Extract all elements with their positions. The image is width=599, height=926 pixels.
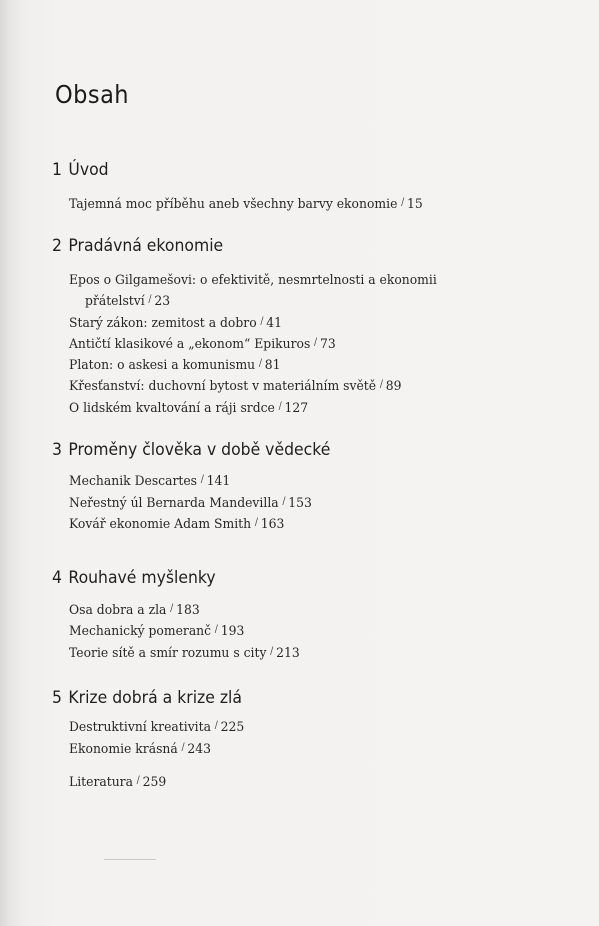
toc-entry-page: 73 [319, 337, 336, 352]
toc-entry [69, 316, 282, 331]
toc-entry-page: 243 [187, 742, 212, 757]
page-separator: / [170, 603, 174, 614]
toc-entry-text: přátelství [85, 294, 145, 309]
toc-entry-text: Neřestný úl Bernarda Mandevilla [69, 496, 279, 511]
faint-rule [104, 859, 156, 860]
toc-entry [69, 603, 200, 618]
toc-entry [69, 742, 211, 757]
toc-entry [69, 720, 244, 735]
toc-entry-text: Ekonomie krásná [69, 742, 178, 757]
toc-entry [69, 646, 300, 661]
chapter-number: 2 [52, 236, 62, 256]
toc-entry-text: Platon: o askesi a komunismu [69, 358, 256, 373]
toc-entry-page: 225 [220, 720, 245, 735]
page-title: Obsah [55, 80, 130, 109]
toc-entry [69, 775, 166, 790]
chapter-number: 3 [52, 440, 62, 460]
chapter-heading [52, 568, 216, 588]
page-separator: / [258, 358, 263, 369]
page-separator: / [181, 742, 185, 753]
toc-entry-page: 89 [385, 379, 402, 394]
toc-entry [69, 273, 437, 288]
toc-entry [69, 496, 312, 511]
toc-entry [69, 358, 281, 373]
chapter-title: Rouhavé myšlenky [68, 568, 216, 588]
toc-entry-text: Mechanik Descartes [69, 474, 198, 489]
toc-entry [69, 401, 308, 416]
toc-entry-page: 15 [407, 197, 423, 212]
page-separator: / [278, 401, 282, 412]
page-separator: / [214, 720, 218, 731]
toc-entry-continuation [85, 294, 170, 309]
toc-entry-page: 141 [206, 474, 231, 489]
toc-entry [69, 197, 423, 212]
page-separator: / [148, 294, 152, 305]
toc-entry-page: 163 [260, 517, 285, 532]
chapter-title: Úvod [68, 160, 109, 180]
toc-entry-text: Destruktivní kreativita [69, 720, 211, 735]
toc-entry [69, 517, 284, 532]
toc-entry-text: Tajemná moc příběhu aneb všechny barvy ekonomie [69, 197, 398, 212]
toc-entry-page: 81 [264, 358, 281, 373]
toc-entry-page: 193 [220, 624, 245, 639]
toc-entry-text: Osa dobra a zla [69, 603, 167, 618]
page-separator: / [282, 496, 286, 507]
toc-entry-text: Starý zákon: zemitost a dobro [69, 316, 257, 331]
chapter-heading [52, 440, 330, 460]
page-separator: / [379, 379, 383, 390]
toc-entry-page: 41 [266, 316, 283, 331]
toc-entry-text: Kovář ekonomie Adam Smith [69, 517, 252, 532]
toc-entry-text: Literatura [69, 775, 133, 790]
toc-entry-page: 153 [288, 496, 312, 511]
toc-entry [69, 474, 230, 489]
toc-entry-page: 183 [176, 603, 200, 618]
toc-entry-page: 213 [276, 646, 300, 661]
toc-entry-text: Mechanický pomeranč [69, 624, 212, 639]
toc-entry-text: Epos o Gilgamešovi: o efektivitě, nesmrtelnosti a ekonomii [69, 273, 437, 288]
page-separator: / [214, 624, 218, 635]
page-separator: / [254, 517, 258, 528]
toc-entry-text: Křesťanství: duchovní bytost v materiálním světě [69, 379, 377, 394]
toc-entry-text: O lidském kvaltování a ráji srdce [69, 401, 275, 416]
chapter-number: 4 [52, 568, 62, 588]
chapter-number: 5 [52, 688, 62, 708]
toc-entry-text: Antičtí klasikové a „ekonom“ Epikuros [69, 337, 311, 352]
toc-entry-page: 259 [142, 775, 167, 790]
toc-entry-text: Teorie sítě a smír rozumu s city [69, 646, 267, 661]
toc-entry [69, 337, 336, 352]
toc-entry-page: 23 [154, 294, 171, 309]
chapter-heading [52, 236, 223, 256]
chapter-title: Krize dobrá a krize zlá [68, 688, 242, 708]
page-separator: / [260, 316, 264, 327]
chapter-heading [52, 160, 109, 180]
page-separator: / [200, 474, 204, 485]
chapter-heading [52, 688, 242, 708]
toc-entry-page: 127 [284, 401, 309, 416]
chapter-title: Proměny člověka v době vědecké [68, 440, 331, 460]
toc-entry [69, 379, 401, 394]
toc-entry [69, 624, 244, 639]
page-separator: / [270, 646, 274, 657]
page-separator: / [136, 775, 140, 786]
chapter-number: 1 [52, 160, 62, 180]
chapter-title: Pradávná ekonomie [68, 236, 224, 256]
page-separator: / [401, 197, 405, 208]
page-separator: / [314, 337, 318, 348]
